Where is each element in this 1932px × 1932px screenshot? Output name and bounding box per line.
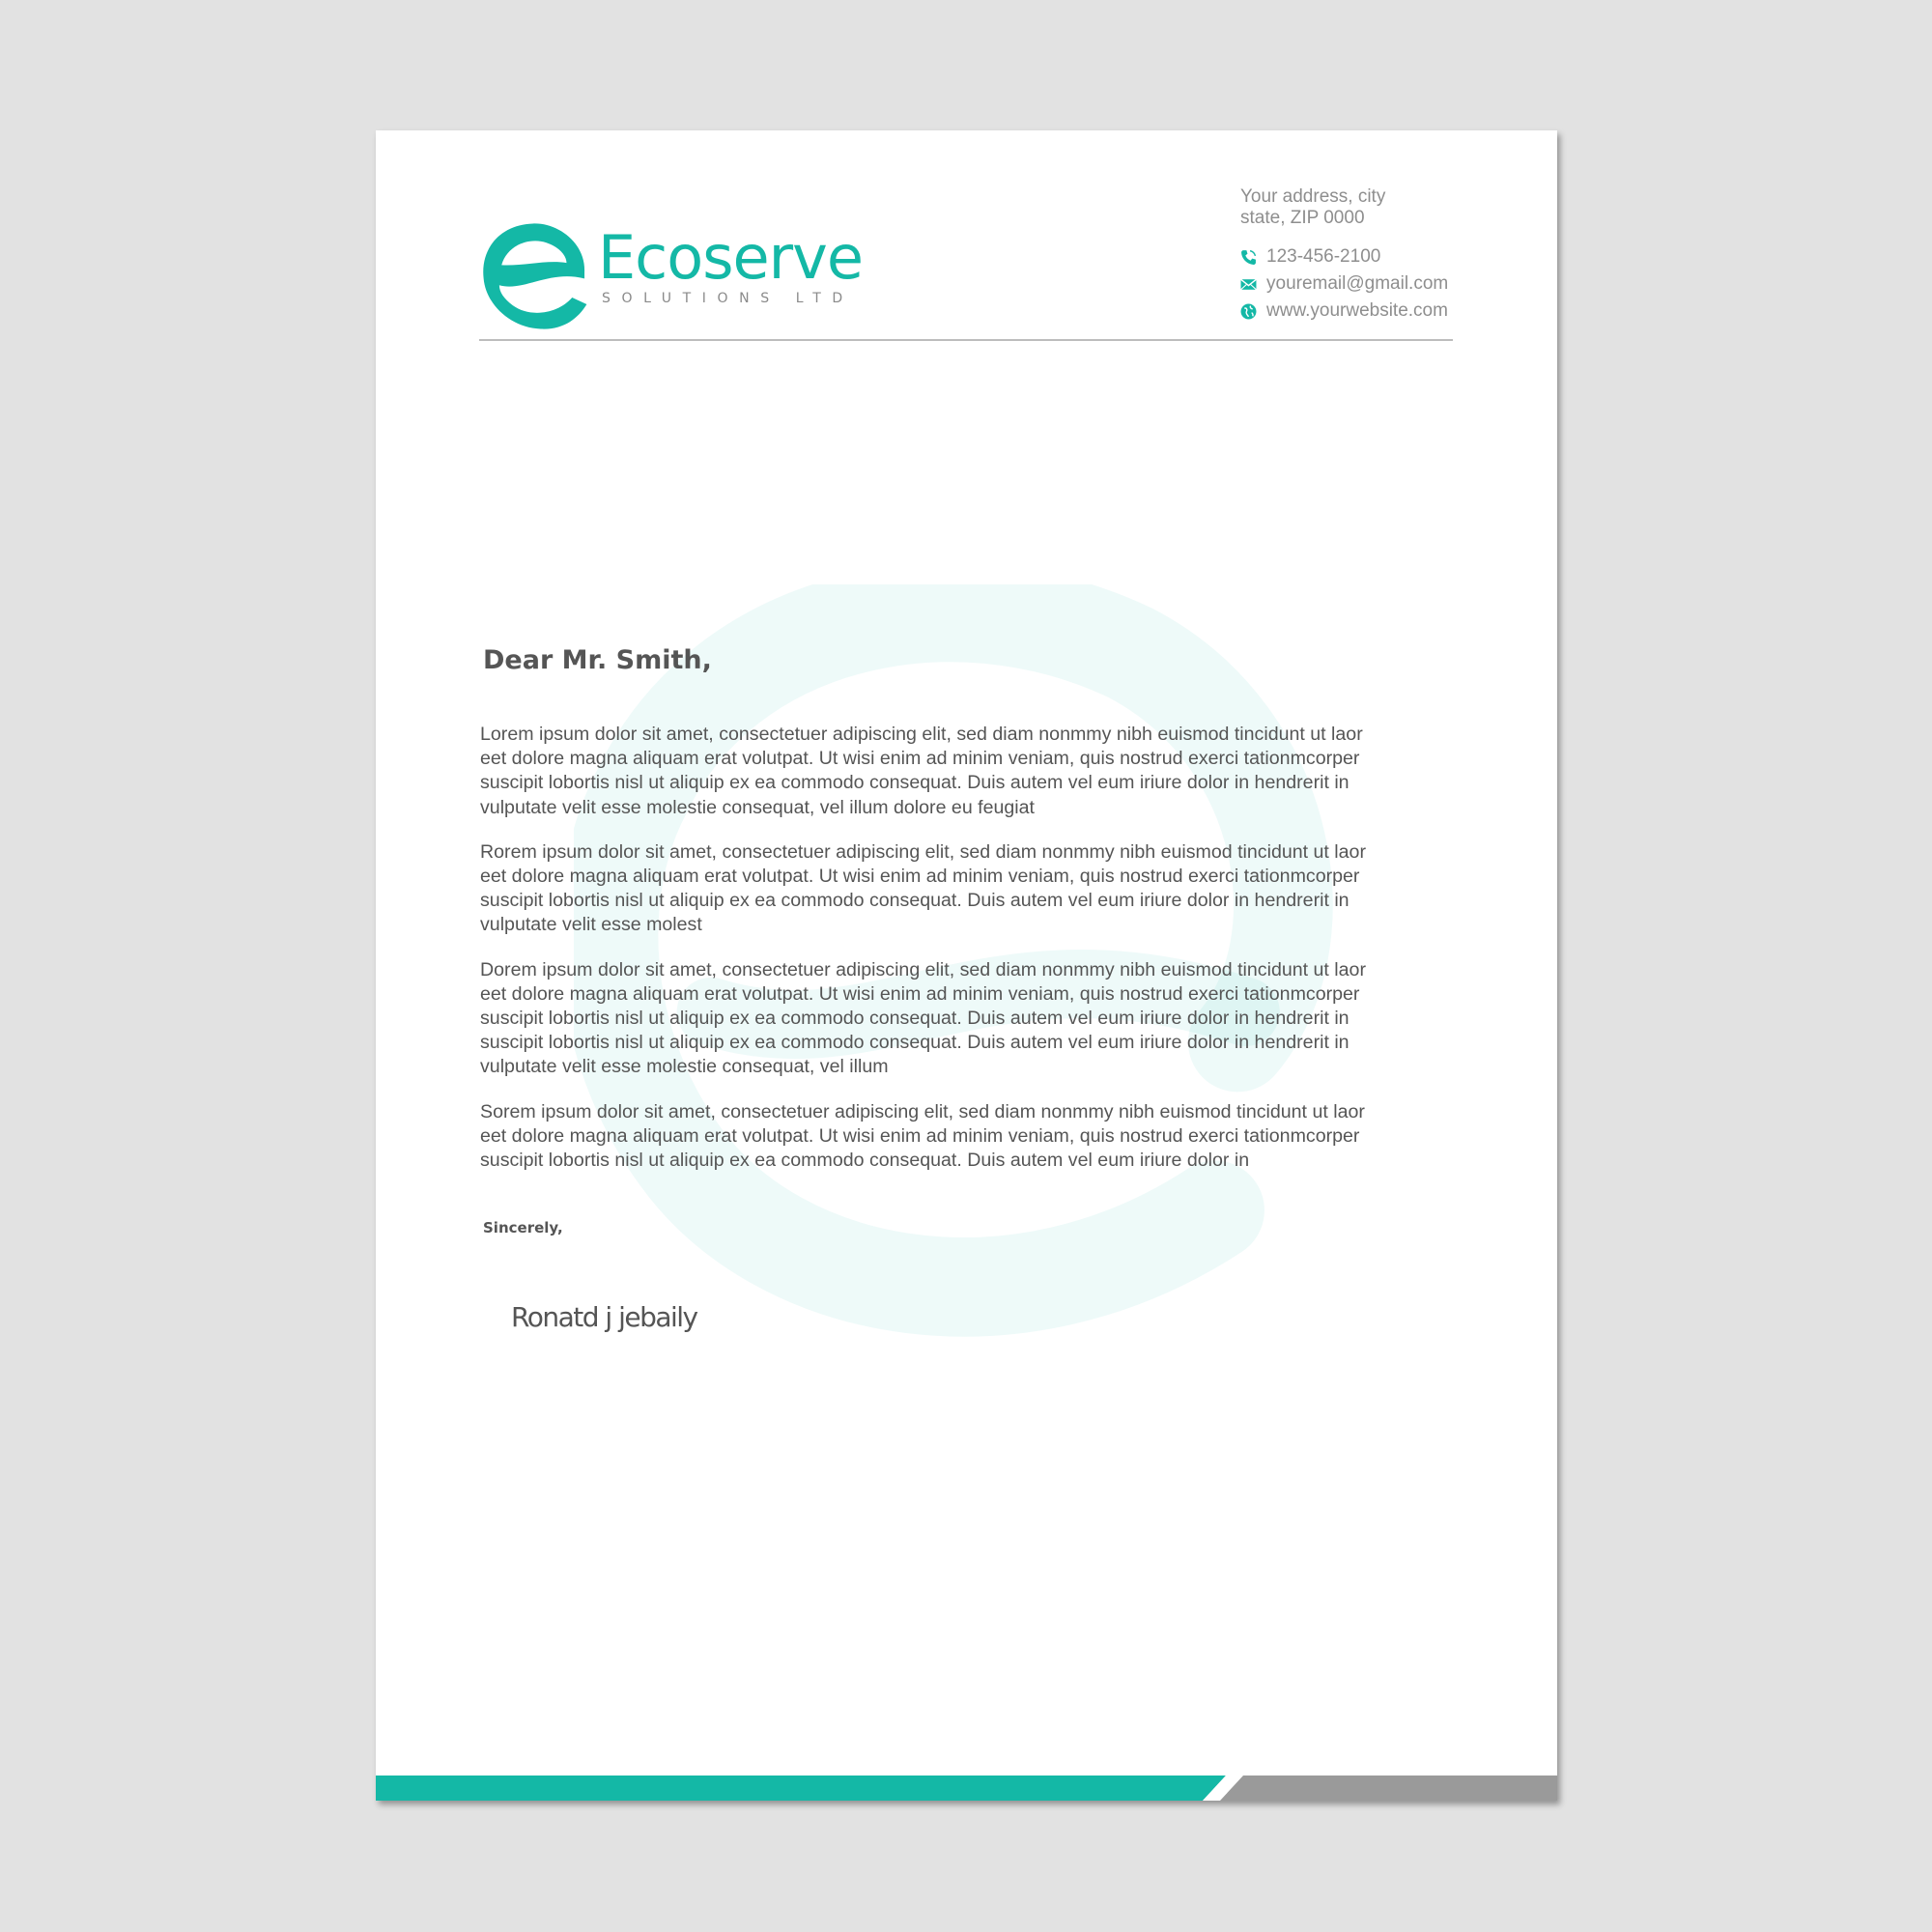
brand-name: Ecoserve xyxy=(598,222,863,293)
brand-tagline: SOLUTIONS LTD xyxy=(602,291,854,306)
address-line-2: state, ZIP 0000 xyxy=(1240,208,1365,228)
body-paragraph: Sorem ipsum dolor sit amet, consectetuer adipiscing elit, sed diam nonmmy nibh euismod tincidunt ut laor eet dolore magna aliquam erat volutpat. Ut wisi enim ad minim veniam, quis nostrud exerci tationmcorper suscipit lobortis nisl ut aliquip ex ea commodo consequat. Duis autem vel eum iriure dolor in xyxy=(480,1100,1365,1172)
globe-icon xyxy=(1240,303,1257,320)
body-paragraph: Lorem ipsum dolor sit amet, consectetuer adipiscing elit, sed diam nonmmy nibh euismod tincidunt ut laor eet dolore magna aliquam erat volutpat. Ut wisi enim ad minim veniam, quis nostrud exerci tationmcorper suscipit lobortis nisl ut aliquip ex ea commodo consequat. Duis autem vel eum iriure dolor in hendrerit in vulputate velit esse molestie consequat, vel illum dolore eu feugiat xyxy=(480,724,1363,818)
footer-stripe xyxy=(376,1776,1557,1801)
body-paragraph: Rorem ipsum dolor sit amet, consectetuer adipiscing elit, sed diam nonmmy nibh euismod tincidunt ut laor eet dolore magna aliquam erat volutpat. Ut wisi enim ad minim veniam, quis nostrud exerci tationmcorper suscipit lobortis nisl ut aliquip ex ea commodo consequat. Duis autem vel eum iriure dolor in hendrerit in vulputate velit esse molest xyxy=(480,840,1366,936)
address-line-1: Your address, city xyxy=(1240,186,1386,207)
phone-icon xyxy=(1240,249,1257,266)
contact-website: www.yourwebsite.com xyxy=(1266,300,1448,321)
ecoserve-logo-icon xyxy=(479,220,591,332)
contact-block xyxy=(1240,186,1449,321)
body-paragraph: Dorem ipsum dolor sit amet, consectetuer adipiscing elit, sed diam nonmmy nibh euismod tincidunt ut laor eet dolore magna aliquam erat volutpat. Ut wisi enim ad minim veniam, quis nostrud exerci tationmcorper suscipit lobortis nisl ut aliquip ex ea commodo consequat. Duis autem vel eum iriure dolor in hendrerit in suscipit lobortis nisl ut aliquip ex ea commodo consequat. Duis autem vel eum iriure dolor in hendrerit in vulputate velit esse molestie consequat, vel illum xyxy=(480,958,1366,1078)
signature: Ronatd j jebaily xyxy=(511,1301,697,1333)
mail-icon xyxy=(1240,276,1257,293)
letter-body xyxy=(480,723,1456,1193)
salutation: Dear Mr. Smith, xyxy=(483,645,712,675)
closing: Sincerely, xyxy=(483,1219,563,1236)
contact-email: youremail@gmail.com xyxy=(1266,273,1449,294)
header-divider xyxy=(479,339,1453,341)
letterhead-page xyxy=(376,130,1557,1801)
contact-phone: 123-456-2100 xyxy=(1266,246,1381,267)
